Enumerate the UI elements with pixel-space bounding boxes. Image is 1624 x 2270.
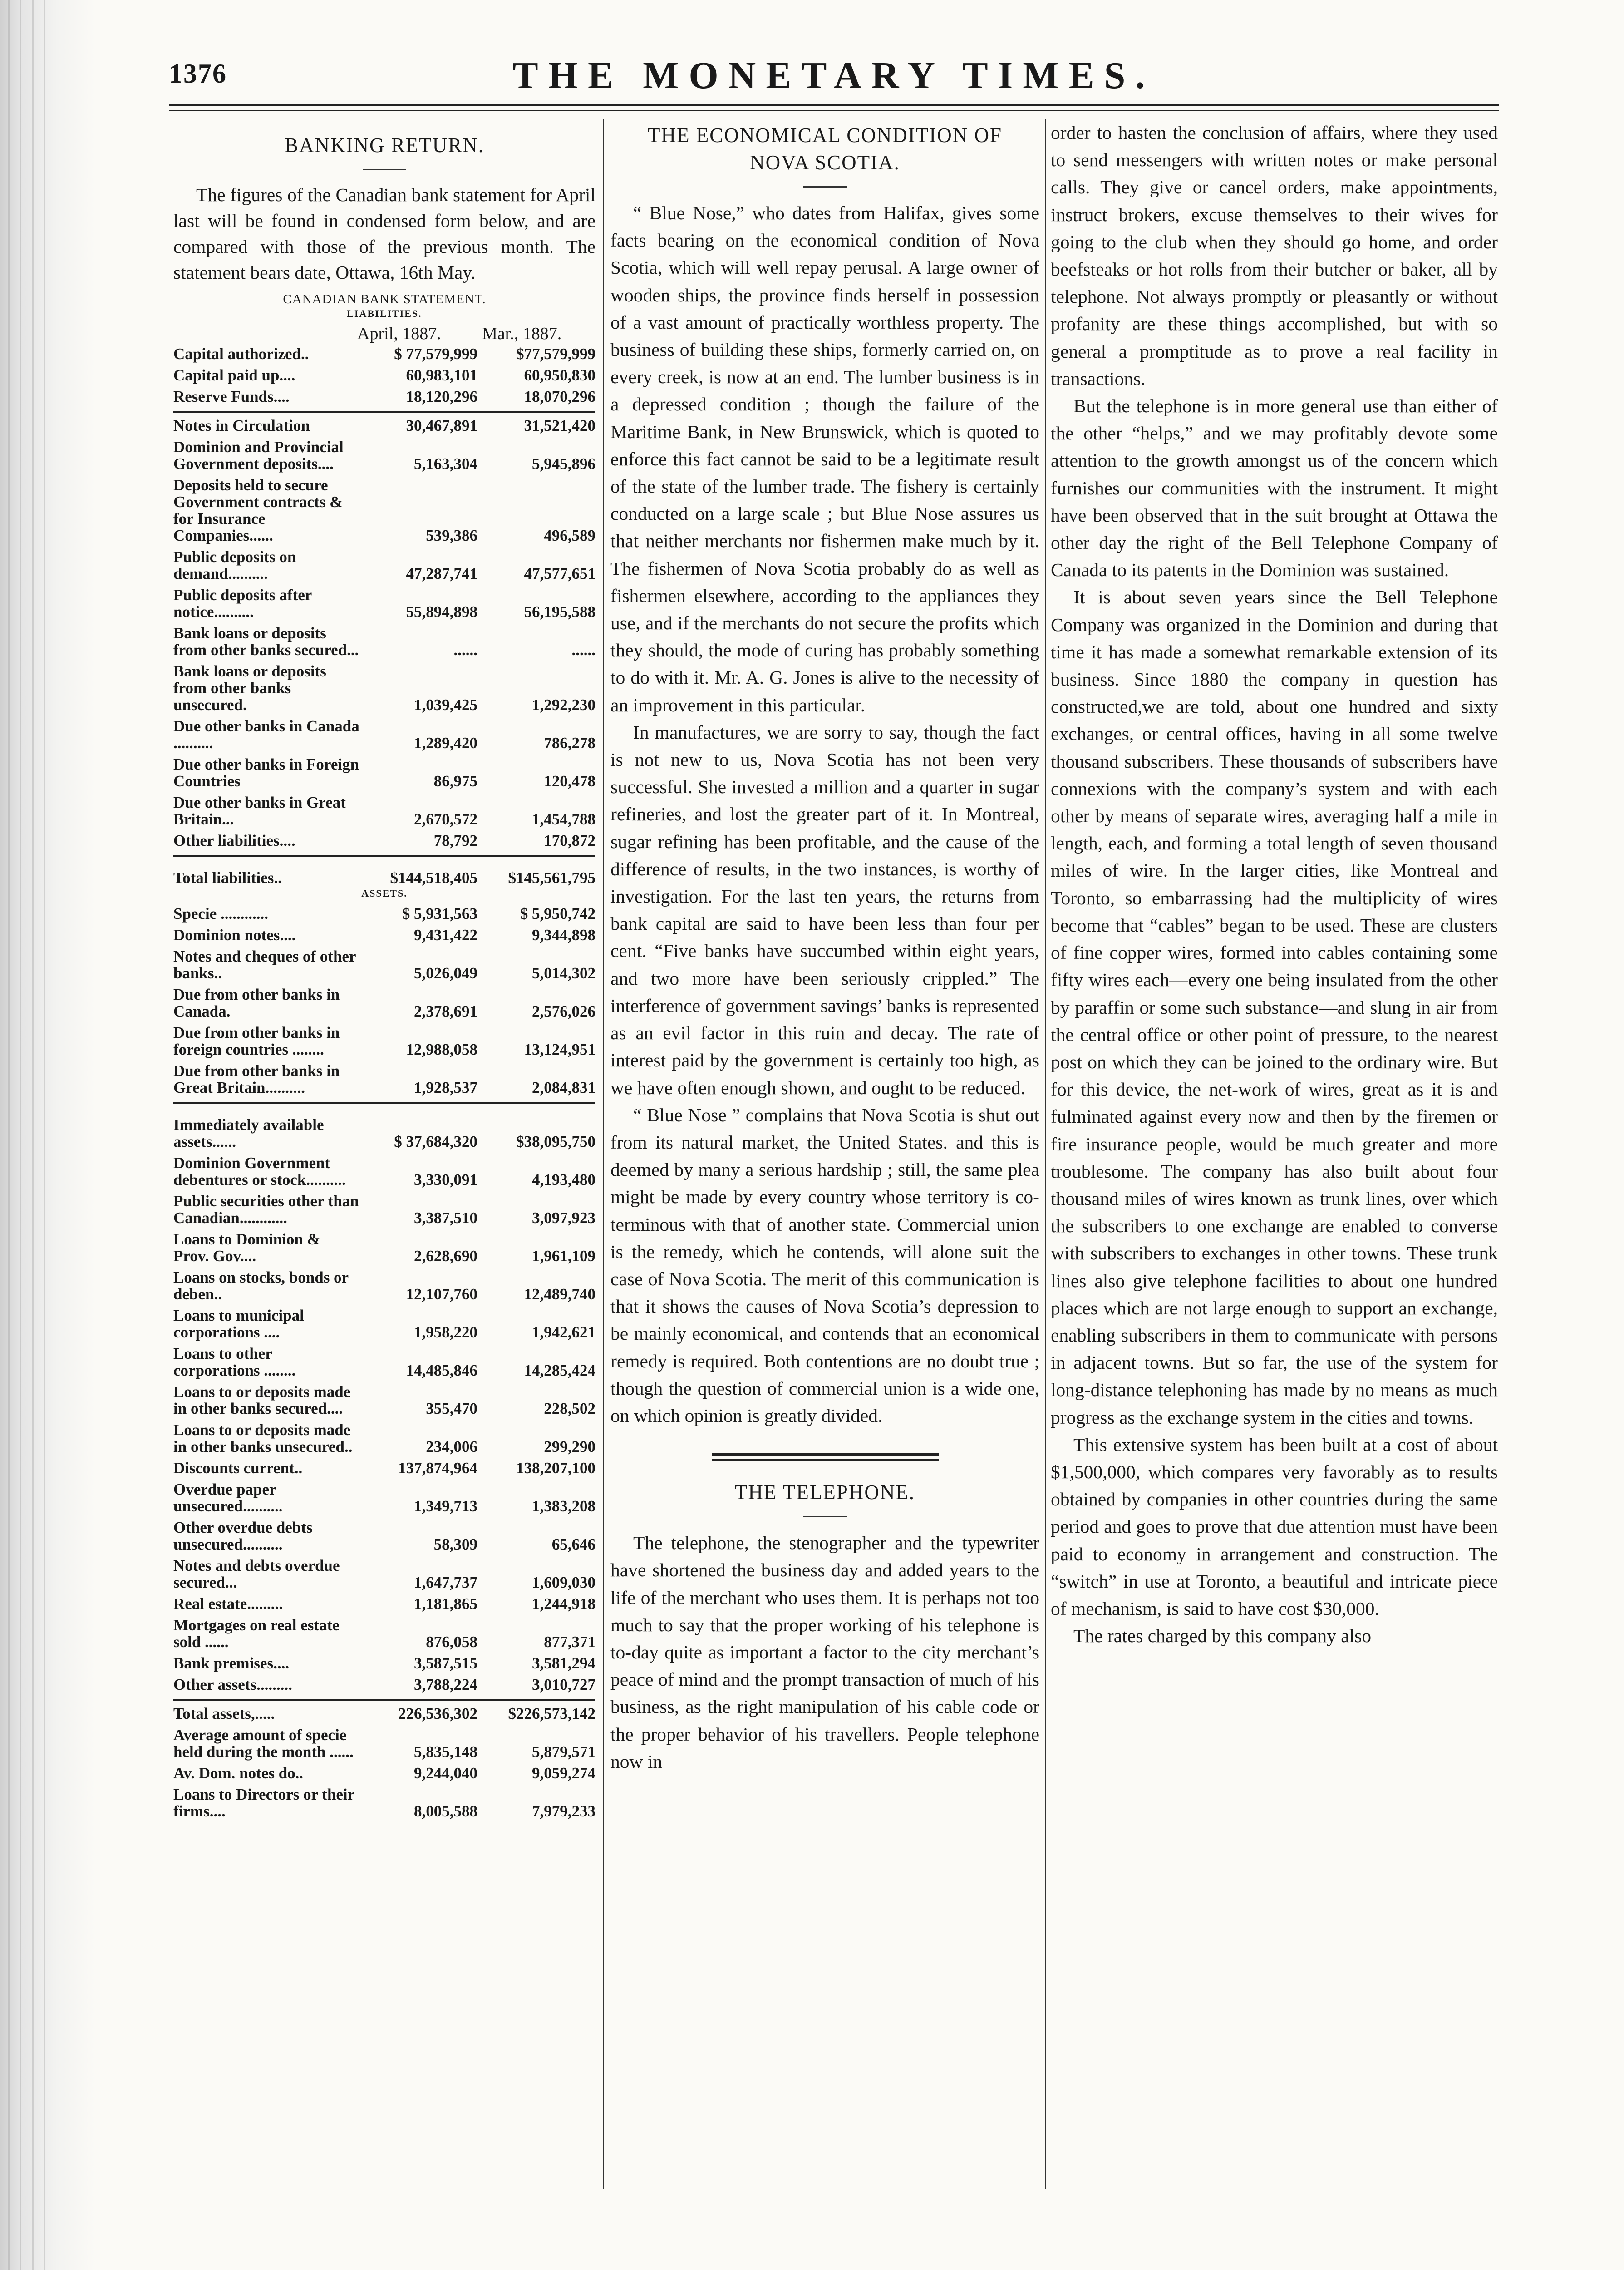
april-value: 1,647,737 <box>414 1574 477 1591</box>
row-label: Bank loans or deposits from other banks unsecured. <box>173 662 326 714</box>
april-value: $144,518,405 <box>390 869 477 887</box>
row-label: Dominion notes.... <box>173 926 296 944</box>
row-label: Due from other banks in foreign countries ........ <box>173 1024 340 1058</box>
row-label: Real estate......... <box>173 1595 283 1613</box>
march-value: 3,010,727 <box>532 1676 595 1693</box>
march-value: 5,014,302 <box>532 964 595 982</box>
march-value: 18,070,296 <box>524 388 595 405</box>
table-rule <box>173 405 595 412</box>
table-row <box>173 582 595 620</box>
table-row <box>173 1226 595 1264</box>
march-value: 3,581,294 <box>532 1654 595 1672</box>
table-row <box>173 412 595 434</box>
table-row <box>173 856 595 887</box>
april-value: ...... <box>453 641 477 659</box>
table-row <box>173 620 595 658</box>
bank-statement-table <box>173 341 595 1820</box>
table-row <box>173 943 595 982</box>
april-value: 3,587,515 <box>414 1654 477 1672</box>
table-row <box>173 1379 595 1417</box>
table-row <box>173 922 595 943</box>
april-value: 1,958,220 <box>414 1323 477 1341</box>
march-value: $ 5,950,742 <box>520 905 595 923</box>
table-row <box>173 1591 595 1612</box>
april-value: $ 5,931,563 <box>402 905 477 923</box>
table-row <box>173 434 595 472</box>
table-row <box>173 790 595 828</box>
nova-scotia-paragraph: “ Blue Nose,” who dates from Halifax, gives some facts bearing on the economical condition of Nova Scotia, which will well repay perusal. A large owner of wooden ships, the province finds herself in possession of a vast amount of practically worthless property. The business of building these ships, formerly carried on, on every creek, is now at an end. The lumber business is in a depressed condition ; though the failure of the Maritime Bank, in New Brunswick, which is quoted to enforce this fact cannot be said to be a legitimate result of the state of the lumber trade. The fishery is certainly conducted on a large scale ; but Blue Nose assures us that neither merchants nor fishermen make much by it. The fishermen of Nova Scotia probably do as well as fishermen elsewhere, according to the appliances they use, and if the merchants do not secure the profits which they should, the mode of curing has probably something to do with it. Mr. A. G. Jones is alive to the necessity of an improvement in this particular. <box>610 202 1039 716</box>
row-label: Loans to Dominion & Prov. Gov.... <box>173 1230 320 1265</box>
march-value: 5,879,571 <box>532 1743 595 1761</box>
table-row <box>173 901 595 922</box>
row-label: Reserve Funds.... <box>173 388 290 405</box>
row-label: Loans to or deposits made in other banks secured.... <box>173 1383 351 1417</box>
table-row <box>173 828 595 849</box>
row-label: Other assets......... <box>173 1676 292 1693</box>
page-number: 1376 <box>169 59 227 89</box>
march-value: 12,489,740 <box>524 1285 595 1303</box>
table-row <box>173 362 595 384</box>
row-label: Loans to Directors or their firms.... <box>173 1786 354 1820</box>
row-label: Capital authorized.. <box>173 345 309 363</box>
march-value: 31,521,420 <box>524 417 595 434</box>
table-title: CANADIAN BANK STATEMENT. <box>283 292 486 306</box>
march-value: 2,084,831 <box>532 1079 595 1096</box>
table-row <box>173 1700 595 1722</box>
masthead: THE MONETARY TIMES. <box>512 54 1155 97</box>
short-rule <box>803 186 847 188</box>
telephone-paragraph: The telephone, the stenographer and the typewriter have shortened the business day and added years to the life of the merchant who uses them. It is perhaps not too much to say that the proper working of his telephone is to-day quite as important a factor to the city merchant’s peace of mind and the prompt transaction of much of his business, as the right manipulation of his cable code or the proper behavior of his travellers. People telephone now in <box>610 1532 1039 1772</box>
march-value: 1,942,621 <box>532 1323 595 1341</box>
row-label: Average amount of specie held during the month ...... <box>173 1726 354 1761</box>
march-value: 5,945,896 <box>532 455 595 473</box>
april-value: 5,835,148 <box>414 1743 477 1761</box>
banking-return-title: BANKING RETURN. <box>285 134 484 157</box>
table-row <box>173 1303 595 1341</box>
row-label: Total liabilities.. <box>173 869 282 887</box>
column-rule-2 <box>1045 119 1046 2189</box>
april-value: $ 77,579,999 <box>394 345 477 363</box>
april-value: 539,386 <box>426 527 477 544</box>
row-label: Mortgages on real estate sold ...... <box>173 1616 340 1651</box>
nova-scotia-paragraph: “ Blue Nose ” complains that Nova Scotia is shut out from its natural market, the United States. and this is deemed by many a serious hardship ; still, the same plea might be made by every country whose territory is co-terminous with that of another state. Commercial union is the remedy, which he contends, will alone suit the case of Nova Scotia. The merit of this communication is that it shows the causes of Nova Scotia’s depression to be mainly economical, and contends that an economical remedy is required. Both contentions are no doubt true ; though the question of commercial union is a wide one, on which opinion is greatly divided. <box>610 1104 1039 1426</box>
table-row <box>173 1781 595 1820</box>
table-row <box>173 1058 595 1096</box>
april-value: 1,349,713 <box>414 1497 477 1515</box>
row-label: Notes and cheques of other banks.. <box>173 947 356 982</box>
april-value: 1,928,537 <box>414 1079 477 1096</box>
nova-scotia-title-line1: THE ECONOMICAL CONDITION OF <box>647 124 1003 147</box>
table-column-headers <box>173 320 595 341</box>
liabilities-heading: LIABILITIES. <box>347 308 422 319</box>
table-row <box>173 1020 595 1058</box>
column-banking-return <box>173 119 595 1820</box>
table-row <box>173 1672 595 1693</box>
telephone-title: THE TELEPHONE. <box>734 1481 915 1504</box>
table-rule <box>173 849 595 856</box>
row-label: Loans on stocks, bonds or deben.. <box>173 1268 349 1303</box>
march-value: 9,344,898 <box>532 926 595 944</box>
row-label: Notes in Circulation <box>173 417 310 434</box>
march-value: 1,961,109 <box>532 1247 595 1265</box>
scan-edge <box>0 0 95 2270</box>
march-value: 1,383,208 <box>532 1497 595 1515</box>
march-value: 2,576,026 <box>532 1002 595 1020</box>
table-row <box>173 713 595 751</box>
march-value: $226,573,142 <box>508 1705 595 1722</box>
april-value: 1,039,425 <box>414 696 477 714</box>
april-value: $ 37,684,320 <box>394 1133 477 1150</box>
march-value: 228,502 <box>544 1400 595 1417</box>
table-row <box>173 1650 595 1672</box>
march-value: 60,950,830 <box>524 366 595 384</box>
telephone-paragraph: This extensive system has been built at a cost of about $1,500,000, which compares very favorably as to results obtained by companies in other countries during the same period and goes to prove that due attention must have been paid to economy in arrangement and construction. The “switch” in use at Toronto, a beautiful and intricate piece of mechanism, is said to have cost $30,000. <box>1051 1434 1498 1619</box>
march-value: 13,124,951 <box>524 1041 595 1058</box>
march-value: 1,454,788 <box>532 810 595 828</box>
march-value: 14,285,424 <box>524 1362 595 1379</box>
march-value: 56,195,588 <box>524 603 595 621</box>
row-label: Due from other banks in Great Britain.......... <box>173 1062 340 1096</box>
march-value: 9,059,274 <box>532 1764 595 1782</box>
table-row <box>173 1341 595 1379</box>
table-rule <box>173 1096 595 1103</box>
april-value: 3,788,224 <box>414 1676 477 1693</box>
march-value: 7,979,233 <box>532 1802 595 1820</box>
telephone-paragraph: It is about seven years since the Bell Telephone Company was organized in the Dominion and during that time it has made a somewhat remarkable extension of its business. Since 1880 the company in question has constructed,we are told, about one hundred and sixty exchanges, or central offices, having in all some twelve thousand subscribers. These thousands of subscribers have connexions with the company’s system and with each other by means of separate wires, averaging half a mile in length, each, and forming a total length of seven thousand miles of wire. In the larger cities, like Montreal and Toronto, so embarrassing had the multiplicity of wires become that “cables” began to be used. These are clusters of fine copper wires, formed into cables containing some fifty wires each—every one being insulated from the other by paraffin or some such substance—and slung in air from the central office or other point of pressure, to the nearest post on which they can be joined to the ordinary wire. But for this device, the net-work of wires, great as it is and fulminated against every now and then by the firemen or fire insurance people, would be much greater and more troublesome. The company has also built about four thousand miles of wires known as trunk lines, over which the subscribers to one exchange are enabled to converse with subscribers to exchanges in other towns. These trunk lines also give telephone facilities to about one hundred places which are not large enough to support an exchange, enabling subscribers in them to communicate with persons in adjacent towns. But so far, the use of the system for long-distance telephoning has made by no means as much progress as the exchange system in the cities and towns. <box>1051 587 1498 1428</box>
row-label: Dominion Government debentures or stock.......... <box>173 1154 346 1189</box>
march-value: 138,207,100 <box>516 1459 595 1477</box>
march-value: 120,478 <box>544 772 595 790</box>
march-value: 47,577,651 <box>524 565 595 582</box>
table-row <box>173 1722 595 1760</box>
row-label: Bank premises.... <box>173 1654 290 1672</box>
table-row <box>173 1476 595 1515</box>
april-value: 55,894,898 <box>406 603 477 621</box>
assets-heading: ASSETS. <box>361 888 408 899</box>
row-label: Discounts current.. <box>173 1459 303 1477</box>
row-label: Overdue paper unsecured.......... <box>173 1480 283 1515</box>
april-value: 234,006 <box>426 1438 477 1456</box>
row-label: Other liabilities.... <box>173 832 295 849</box>
row-label: Public securities other than Canadian............ <box>173 1192 359 1227</box>
row-label: Deposits held to secure Government contracts & for Insurance Companies...... <box>173 476 343 544</box>
april-value: 137,874,964 <box>398 1459 477 1477</box>
table-row <box>173 1612 595 1650</box>
april-value: 86,975 <box>433 772 477 790</box>
march-value: 4,193,480 <box>532 1171 595 1189</box>
table-row <box>173 384 595 405</box>
april-value: 18,120,296 <box>406 388 477 405</box>
row-label: Immediately available assets...... <box>173 1116 324 1150</box>
table-row <box>173 1515 595 1553</box>
april-value: 876,058 <box>426 1633 477 1651</box>
row-label: Loans to other corporations ........ <box>173 1345 296 1379</box>
row-label: Due from other banks in Canada. <box>173 986 340 1020</box>
march-value: 65,646 <box>551 1535 595 1553</box>
table-row <box>173 1264 595 1303</box>
short-rule <box>363 169 406 170</box>
april-value: 3,387,510 <box>414 1209 477 1227</box>
april-value: 2,670,572 <box>414 810 477 828</box>
march-value: $145,561,795 <box>508 869 595 887</box>
col-april-header: April, 1887. <box>357 324 441 343</box>
telephone-paragraph: But the telephone is in more general use than either of the other “helps,” and we may profitably devote some attention to the growth amongst us of the concern which furnishes our communities with the instrument. It might have been observed that in the suit brought at Ottawa the other day the right of the Bell Telephone Company of Canada to its patents in the Dominion was sustained. <box>1051 395 1498 581</box>
april-value: 12,988,058 <box>406 1041 477 1058</box>
table-row <box>173 1103 595 1150</box>
table-row <box>173 1455 595 1476</box>
table-rule <box>173 1693 595 1700</box>
table-row <box>173 1417 595 1455</box>
row-label: Due other banks in Great Britain... <box>173 794 346 828</box>
row-label: Capital paid up.... <box>173 366 295 384</box>
row-label: Dominion and Provincial Government deposits.... <box>173 438 344 473</box>
page-header <box>169 54 1499 104</box>
april-value: 8,005,588 <box>414 1802 477 1820</box>
table-row <box>173 1188 595 1226</box>
row-label: Total assets,..... <box>173 1705 275 1722</box>
table-row <box>173 1553 595 1591</box>
april-value: 60,983,101 <box>406 366 477 384</box>
row-label: Other overdue debts unsecured.......... <box>173 1519 313 1553</box>
row-label: Av. Dom. notes do.. <box>173 1764 304 1782</box>
telephone-paragraph: order to hasten the conclusion of affairs, where they used to send messengers with written notes or make personal calls. They give or cancel orders, make appointments, instruct brokers, excuse themselves to their wives for going to the club when they should go home, and order beefsteaks or hot rolls from their butcher or baker, all by telephone. Not always promptly or pleasantly or without profanity are these things accomplished, but with so general a promptitude as to prove a real facility in transactions. <box>1051 122 1498 389</box>
row-label: Loans to municipal corporations .... <box>173 1307 304 1341</box>
march-value: 786,278 <box>544 734 595 752</box>
april-value: 78,792 <box>433 832 477 849</box>
april-value: 58,309 <box>433 1535 477 1553</box>
april-value: 355,470 <box>426 1400 477 1417</box>
april-value: 1,181,865 <box>414 1595 477 1613</box>
table-row <box>173 751 595 790</box>
table-row <box>173 658 595 713</box>
march-value: 1,609,030 <box>532 1574 595 1591</box>
column-telephone-continued <box>1051 119 1498 1649</box>
table-row <box>173 544 595 582</box>
col-march-header: Mar., 1887. <box>482 324 562 343</box>
row-label: Due other banks in Foreign Countries <box>173 755 359 790</box>
april-value: 9,244,040 <box>414 1764 477 1782</box>
table-row <box>173 1760 595 1781</box>
april-value: 226,536,302 <box>398 1705 477 1722</box>
row-label: Public deposits after notice.......... <box>173 586 312 621</box>
march-value: 877,371 <box>544 1633 595 1651</box>
row-label: Notes and debts overdue secured... <box>173 1557 340 1591</box>
row-label: Bank loans or deposits from other banks secured... <box>173 624 359 659</box>
table-row <box>173 472 595 544</box>
row-label: Public deposits on demand.......... <box>173 548 296 582</box>
march-value: 496,589 <box>544 527 595 544</box>
column-rule-1 <box>603 119 604 2189</box>
march-value: 299,290 <box>544 1438 595 1456</box>
april-value: 2,378,691 <box>414 1002 477 1020</box>
april-value: 5,026,049 <box>414 964 477 982</box>
april-value: 9,431,422 <box>414 926 477 944</box>
header-rule <box>169 104 1499 106</box>
march-value: 1,244,918 <box>532 1595 595 1613</box>
nova-scotia-paragraph: In manufactures, we are sorry to say, though the fact is not new to us, Nova Scotia has not been very successful. She invested a million and a quarter in sugar refineries, and lost the greater part of it. In Montreal, sugar refining has been profitable, and the cause of the difference of results, in the two instances, is worthy of investigation. For the last ten years, the returns from bank capital are said to have been less than four per cent. “Five banks have succumbed within eight years, and two more have been seriously crippled.” The interference of government savings’ banks is represented as an evil factor in this ruin and decay. The rate of interest paid by the government is certainly too high, as we have often enough shown, and ought to be reduced. <box>610 721 1039 1098</box>
april-value: 5,163,304 <box>414 455 477 473</box>
march-value: 3,097,923 <box>532 1209 595 1227</box>
nova-scotia-title-line2: NOVA SCOTIA. <box>750 151 900 174</box>
april-value: 47,287,741 <box>406 565 477 582</box>
april-value: 30,467,891 <box>406 417 477 434</box>
row-label: Due other banks in Canada .......... <box>173 717 359 752</box>
row-label: Specie ............ <box>173 905 269 923</box>
march-value: ...... <box>571 641 595 659</box>
section-double-rule <box>712 1453 939 1461</box>
row-label: Loans to or deposits made in other banks unsecured.. <box>173 1421 353 1456</box>
telephone-paragraph: The rates charged by this company also <box>1073 1625 1372 1647</box>
april-value: 3,330,091 <box>414 1171 477 1189</box>
april-value: 14,485,846 <box>406 1362 477 1379</box>
march-value: 170,872 <box>544 832 595 849</box>
april-value: 1,289,420 <box>414 734 477 752</box>
table-row <box>173 1150 595 1188</box>
march-value: $38,095,750 <box>516 1133 595 1150</box>
table-row <box>173 982 595 1020</box>
banking-intro: The figures of the Canadian bank statement for April last will be found in condensed form below, and are compared with those of the previous month. The statement bears date, Ottawa, 16th May. <box>173 184 595 283</box>
march-value: $77,579,999 <box>516 345 595 363</box>
short-rule <box>803 1516 847 1517</box>
header-rule-thin <box>169 110 1499 111</box>
april-value: 2,628,690 <box>414 1247 477 1265</box>
april-value: 12,107,760 <box>406 1285 477 1303</box>
column-nova-scotia <box>610 119 1039 1775</box>
march-value: 1,292,230 <box>532 696 595 714</box>
